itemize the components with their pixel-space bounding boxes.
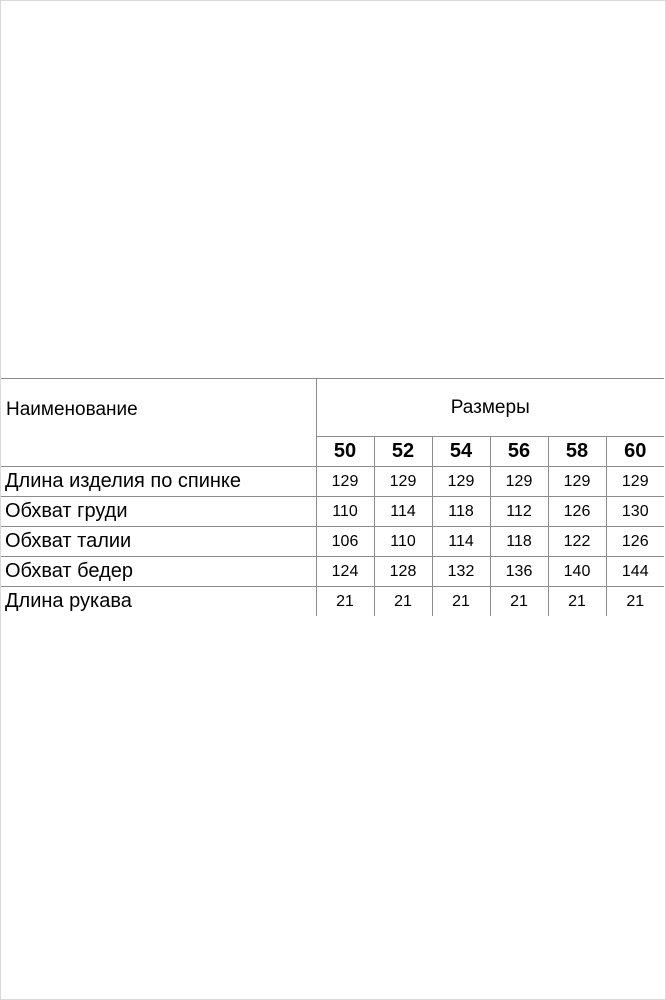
value-cell: 126 xyxy=(548,497,606,527)
value-cell: 21 xyxy=(374,587,432,617)
row-label: Обхват талии xyxy=(1,527,316,557)
value-cell: 114 xyxy=(374,497,432,527)
size-cell: 60 xyxy=(606,437,664,467)
value-cell: 132 xyxy=(432,557,490,587)
value-cell: 118 xyxy=(432,497,490,527)
value-cell: 126 xyxy=(606,527,664,557)
value-cell: 106 xyxy=(316,527,374,557)
row-label: Длина рукава xyxy=(1,587,316,617)
header-name-cell: Наименование xyxy=(1,379,316,467)
value-cell: 130 xyxy=(606,497,664,527)
value-cell: 144 xyxy=(606,557,664,587)
value-cell: 129 xyxy=(316,467,374,497)
row-label: Длина изделия по спинке xyxy=(1,467,316,497)
value-cell: 140 xyxy=(548,557,606,587)
size-cell: 56 xyxy=(490,437,548,467)
table-header-row xyxy=(1,379,664,437)
size-cell: 58 xyxy=(548,437,606,467)
value-cell: 112 xyxy=(490,497,548,527)
value-cell: 114 xyxy=(432,527,490,557)
table-row xyxy=(1,497,664,527)
value-cell: 122 xyxy=(548,527,606,557)
value-cell: 21 xyxy=(548,587,606,617)
value-cell: 21 xyxy=(432,587,490,617)
value-cell: 118 xyxy=(490,527,548,557)
value-cell: 129 xyxy=(606,467,664,497)
size-cell: 50 xyxy=(316,437,374,467)
value-cell: 129 xyxy=(490,467,548,497)
value-cell: 110 xyxy=(316,497,374,527)
size-cell: 52 xyxy=(374,437,432,467)
value-cell: 128 xyxy=(374,557,432,587)
value-cell: 124 xyxy=(316,557,374,587)
value-cell: 129 xyxy=(432,467,490,497)
table-row xyxy=(1,587,664,617)
row-label: Обхват бедер xyxy=(1,557,316,587)
size-cell: 54 xyxy=(432,437,490,467)
header-sizes-cell: Размеры xyxy=(316,379,664,437)
value-cell: 129 xyxy=(548,467,606,497)
table-row xyxy=(1,467,664,497)
table-row xyxy=(1,527,664,557)
value-cell: 110 xyxy=(374,527,432,557)
size-chart-table xyxy=(1,378,664,616)
value-cell: 21 xyxy=(606,587,664,617)
value-cell: 129 xyxy=(374,467,432,497)
row-label: Обхват груди xyxy=(1,497,316,527)
value-cell: 21 xyxy=(316,587,374,617)
value-cell: 136 xyxy=(490,557,548,587)
table-row xyxy=(1,557,664,587)
value-cell: 21 xyxy=(490,587,548,617)
